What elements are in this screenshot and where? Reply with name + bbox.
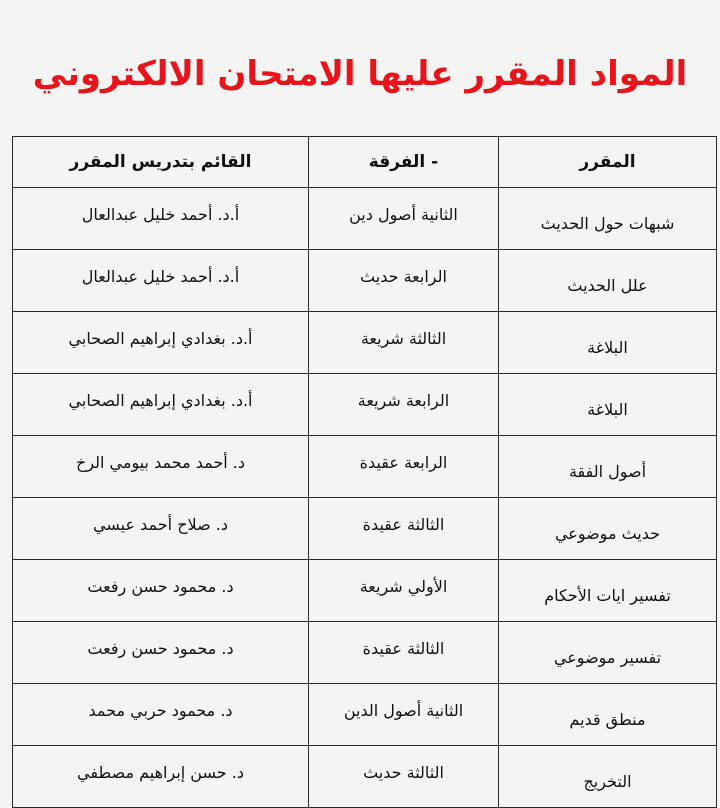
header-course: المقرر [499, 137, 717, 188]
teacher-cell: أ.د. أحمد خليل عبدالعال [13, 250, 309, 312]
teacher-cell: أ.د. بغدادي إبراهيم الصحابي [13, 312, 309, 374]
teacher-cell: د. محمود حسن رفعت [13, 560, 309, 622]
course-cell: تفسير موضوعي [499, 622, 717, 684]
teacher-cell: أ.د. أحمد خليل عبدالعال [13, 188, 309, 250]
table-row [13, 498, 717, 560]
table-row [13, 684, 717, 746]
table-header-row [13, 137, 717, 188]
teacher-cell: د. صلاح أحمد عيسي [13, 498, 309, 560]
table-row [13, 312, 717, 374]
teacher-cell: د. محمود حربي محمد [13, 684, 309, 746]
header-teacher: القائم بتدريس المقرر [13, 137, 309, 188]
level-cell: الثالثة عقيدة [309, 622, 499, 684]
table-row [13, 188, 717, 250]
level-cell: الثالثة شريعة [309, 312, 499, 374]
page-title: المواد المقرر عليها الامتحان الالكتروني [32, 54, 688, 94]
table-row [13, 374, 717, 436]
course-cell: البلاغة [499, 312, 717, 374]
course-cell: البلاغة [499, 374, 717, 436]
table-row [13, 560, 717, 622]
level-cell: الثانية أصول الدين [309, 684, 499, 746]
teacher-cell: د. أحمد محمد بيومي الرخ [13, 436, 309, 498]
level-cell: الرابعة شريعة [309, 374, 499, 436]
teacher-cell: أ.د. بغدادي إبراهيم الصحابي [13, 374, 309, 436]
level-cell: الثالثة حديث [309, 746, 499, 808]
level-cell: الثالثة عقيدة [309, 498, 499, 560]
table-row [13, 746, 717, 808]
level-cell: الأولي شريعة [309, 560, 499, 622]
course-cell: التخريج [499, 746, 717, 808]
table-row [13, 250, 717, 312]
level-cell: الرابعة حديث [309, 250, 499, 312]
teacher-cell: د. محمود حسن رفعت [13, 622, 309, 684]
level-cell: الرابعة عقيدة [309, 436, 499, 498]
table-row [13, 622, 717, 684]
course-cell: منطق قديم [499, 684, 717, 746]
header-level: - الفرقة [309, 137, 499, 188]
course-cell: حديث موضوعي [499, 498, 717, 560]
courses-table [12, 136, 717, 808]
course-cell: شبهات حول الحديث [499, 188, 717, 250]
course-cell: تفسير ايات الأحكام [499, 560, 717, 622]
table-row [13, 436, 717, 498]
courses-table-container [12, 136, 716, 808]
level-cell: الثانية أصول دين [309, 188, 499, 250]
course-cell: أصول الفقة [499, 436, 717, 498]
teacher-cell: د. حسن إبراهيم مصطفي [13, 746, 309, 808]
course-cell: علل الحديث [499, 250, 717, 312]
